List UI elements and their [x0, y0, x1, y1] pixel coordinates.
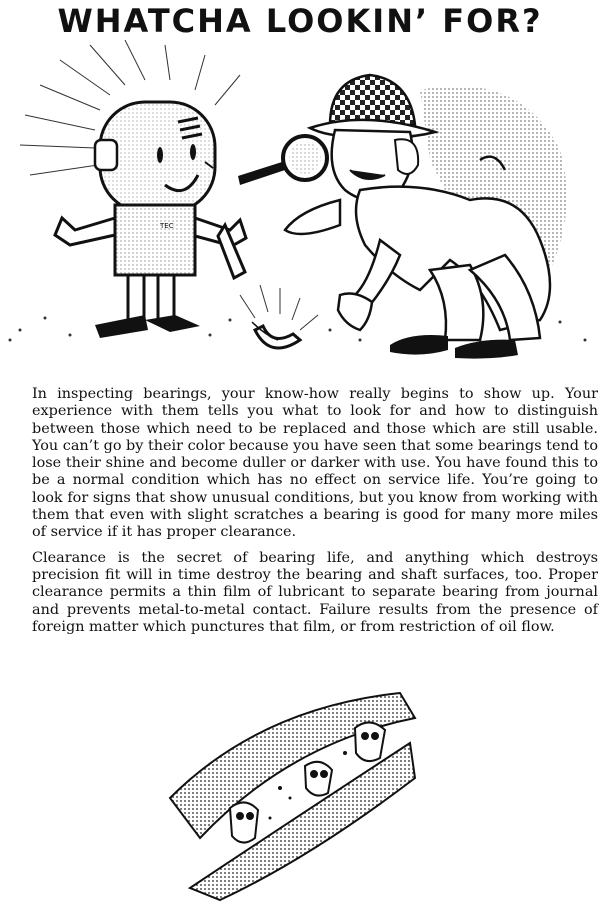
paragraph: In inspecting bearings, your know-how really begins to show up. Your experience with them tells you what to look for and how to distinguish between those which need to be replaced and those which are still usable. You can’t go by their color because you have seen that some bearings tend to lose their shine and become duller or darker with use. You have found this to be a normal condition which has no effect on service life. You’re going to look for signs that show unusual conditions, but you know from working with them that even with slight scratches a bearing is good for many more miles of service if it has proper clearance. [32, 386, 598, 541]
page-title: WHATCHA LOOKIN’ FOR? [57, 2, 543, 40]
detective-character [238, 75, 567, 359]
bearing-particles-illustration [160, 688, 420, 903]
paragraph: Clearance is the secret of bearing life, and anything which destroys precision fit will in time destroy the bearing and shaft surfaces, too. Proper clearance permits a thin film of lubricant to separate bearing from journal and prevents metal-to-metal contact. Failure results from the presence of foreign matter which punctures that film, or from restriction of oil flow. [32, 549, 598, 635]
particle-character [230, 802, 258, 842]
particle-character [305, 762, 332, 796]
robot-chest-mark: TEC [160, 222, 174, 230]
bearing-shell [240, 285, 318, 348]
body-text [32, 386, 598, 644]
robot-character [55, 102, 246, 338]
detective-robot-illustration [0, 40, 600, 380]
particle-character [355, 722, 385, 761]
